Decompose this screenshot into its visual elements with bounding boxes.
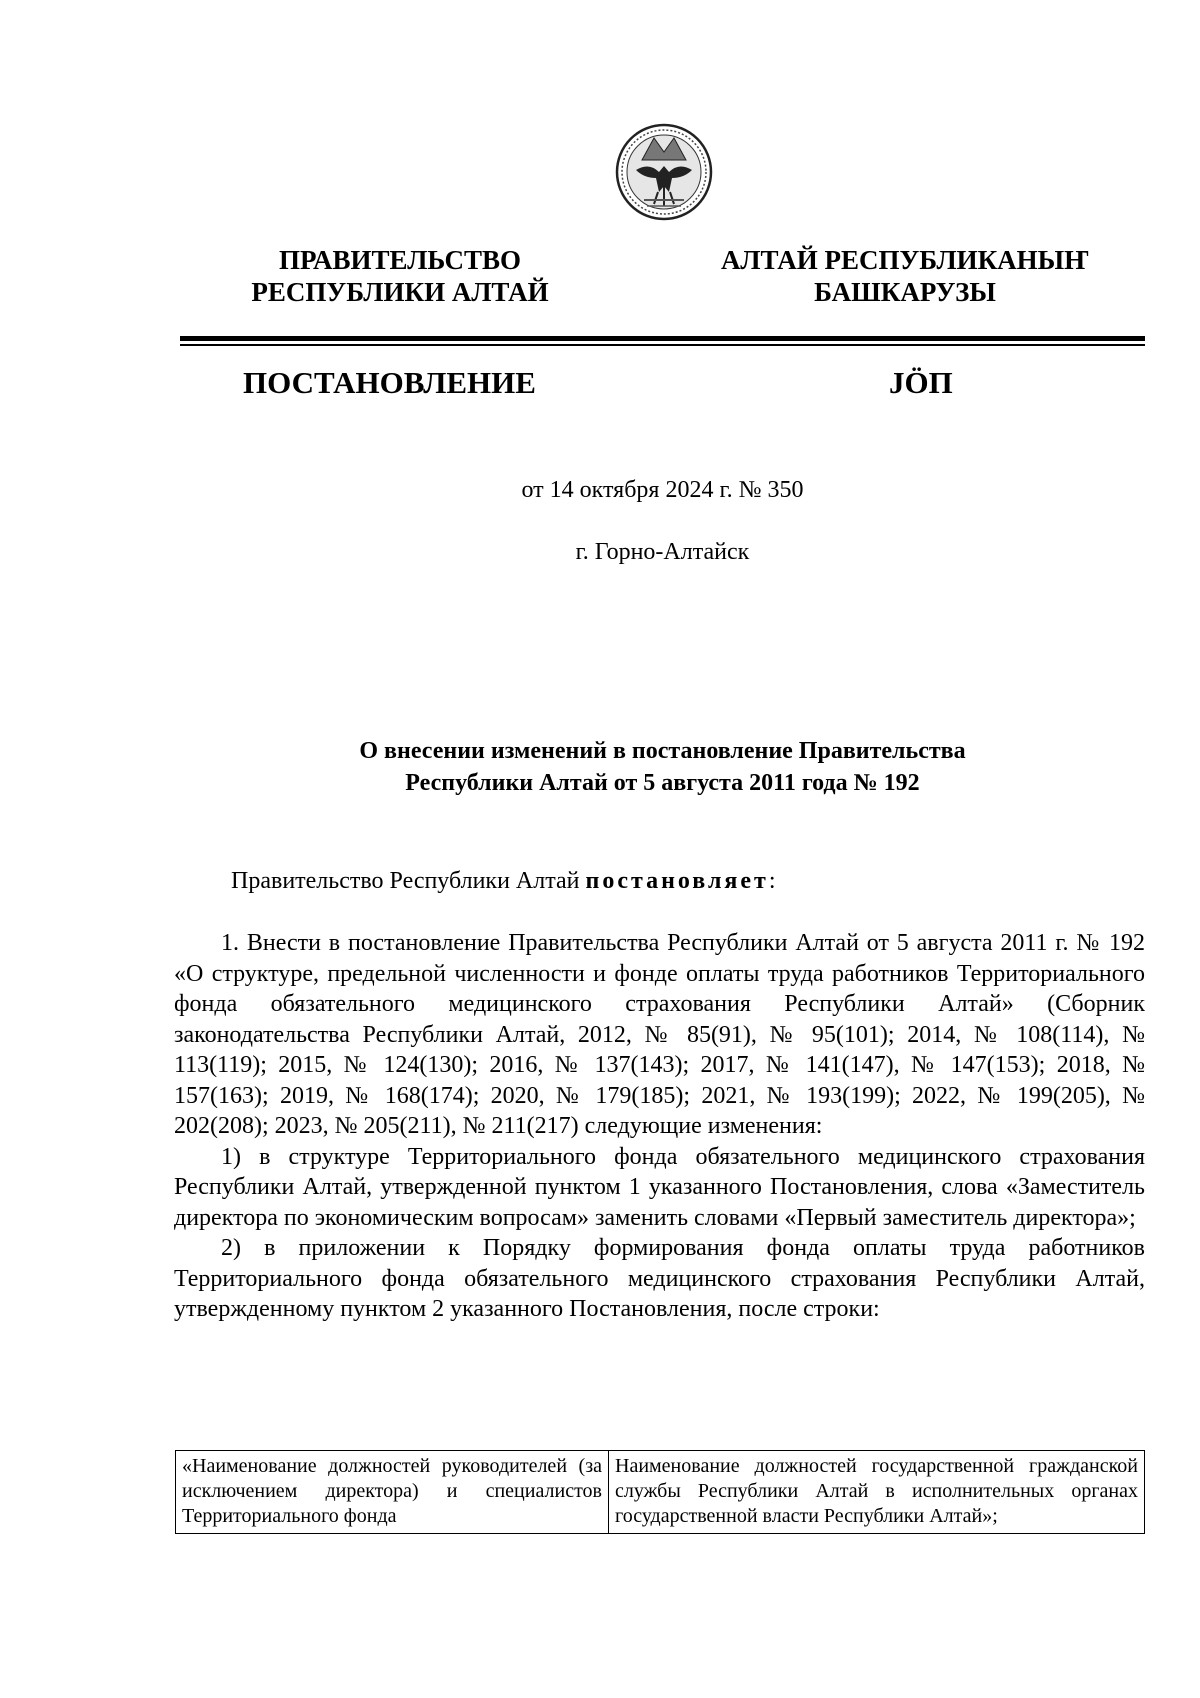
document-city: г. Горно-Алтайск — [575, 539, 750, 565]
table-cell-positions: «Наименование должностей руководителей (за исключением директора) и специалистов Территориального фонда — [176, 1451, 609, 1534]
preamble — [231, 866, 776, 896]
header-right — [680, 244, 1130, 308]
header-right-line2: БАШКАРУЗЫ — [814, 277, 996, 307]
header-rule-thick — [180, 336, 1145, 341]
preamble-resolves: постановляет — [585, 868, 769, 894]
doc-type-altai: JÖП — [889, 365, 953, 400]
coat-of-arms-emblem — [614, 120, 714, 224]
header-left — [200, 244, 600, 308]
paragraph-1: 1. Внести в постановление Правительства Республики Алтай от 5 августа 2011 г. № 192 «О структуре, предельной численности и фонде оплаты труда работников Территориального фонда обязательного медицинского страхования Республики Алтай» (Сборник законодательства Республики Алтай, 2012, № 85(91), № 95(101); 2014, № 108(114), № 113(119); 2015, № 124(130); 2016, № 137(143); 2017, № 141(147), № 147(153); 2018, № 157(163); 2019, № 168(174); 2020, № 179(185); 2021, № 193(199); 2022, № 199(205), № 202(208); 2023, № 205(211), № 211(217) следующие изменения: — [174, 930, 1145, 1139]
positions-table — [175, 1450, 1145, 1534]
coat-of-arms-icon — [614, 120, 714, 224]
table-cell-civil-service: Наименование должностей государственной гражданской службы Республики Алтай в исполнительных органах государственной власти Республики Алтай»; — [609, 1451, 1145, 1534]
table-row — [176, 1451, 1145, 1534]
header-right-line1: АЛТАЙ РЕСПУБЛИКАНЫҤ — [720, 245, 1090, 275]
document-title — [180, 735, 1145, 799]
title-line2: Республики Алтай от 5 августа 2011 года № 192 — [405, 770, 920, 796]
title-line1: О внесении изменений в постановление Правительства — [359, 738, 966, 764]
paragraph-1-1: 1) в структуре Территориального фонда обязательного медицинского страхования Республики Алтай, утвержденной пунктом 1 указанного Постановления, слова «Заместитель директора по экономическим вопросам» заменить словами «Первый заместитель директора»; — [174, 1143, 1145, 1231]
header-rule-thin — [180, 344, 1145, 346]
doc-type-russian: ПОСТАНОВЛЕНИЕ — [243, 365, 536, 400]
document-date-number: от 14 октября 2024 г. № 350 — [521, 477, 804, 503]
preamble-text: Правительство Республики Алтай — [231, 868, 586, 894]
header-left-line1: ПРАВИТЕЛЬСТВО — [278, 245, 522, 275]
document-body — [174, 928, 1145, 1325]
paragraph-1-2: 2) в приложении к Порядку формирования фонда оплаты труда работников Территориального фонда обязательного медицинского страхования Республики Алтай, утвержденному пунктом 2 указанного Постановления, после строки: — [174, 1235, 1145, 1322]
header-left-line2: РЕСПУБЛИКИ АЛТАЙ — [251, 277, 549, 307]
preamble-colon: : — [768, 868, 776, 894]
